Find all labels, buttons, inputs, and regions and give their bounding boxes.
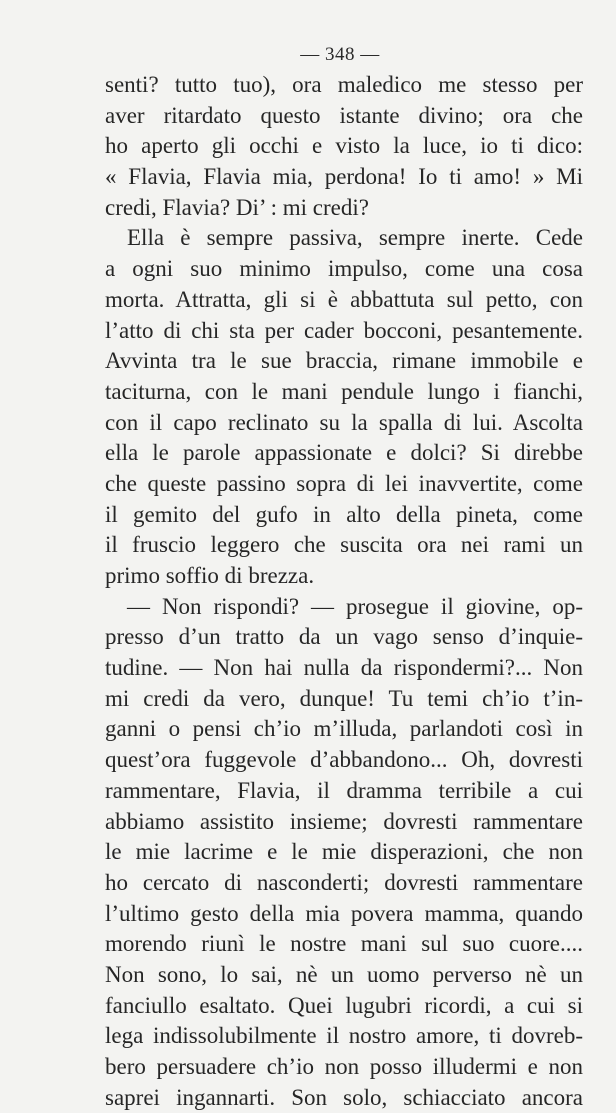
body-text: [105, 70, 583, 1113]
text-line: morta. Attratta, gli si è abbattuta sul petto, con: [105, 286, 583, 312]
text-line: Ella è sempre passiva, sempre inerte. Cede: [127, 225, 583, 251]
text-line: saprei ingannarti. Son solo, schiacciato ancora: [105, 1084, 583, 1110]
text-line: le mie lacrime e le mie disperazioni, che non: [105, 839, 583, 865]
text-line: senti? tutto tuo), ora maledico me stesso per: [105, 72, 583, 97]
text-line: taciturna, con le mani pendule lungo i fianchi,: [105, 378, 583, 404]
text-line: « Flavia, Flavia mia, perdona! Io ti amo! » Mi: [105, 164, 583, 190]
text-line: ho aperto gli occhi e visto la luce, io ti dico:: [105, 133, 583, 159]
text-line: rammentare, Flavia, il dramma terribile a cui: [105, 777, 583, 803]
text-line: lega indissolubilmente il nostro amore, ti dovreb-: [105, 1023, 583, 1049]
text-line: che queste passino sopra di lei inavvertite, come: [105, 470, 583, 496]
text-line: Non sono, lo sai, nè un uomo perverso nè un: [105, 961, 583, 987]
text-line: fanciullo esaltato. Quei lugubri ricordi, a cui si: [105, 992, 583, 1018]
text-line: ho cercato di nasconderti; dovresti rammentare: [105, 869, 583, 895]
text-line: il fruscio leggero che suscita ora nei rami un: [105, 532, 583, 558]
text-line: presso d’un tratto da un vago senso d’inquie-: [105, 624, 583, 650]
text-line: l’ultimo gesto della mia povera mamma, quando: [105, 900, 583, 926]
text-line: a ogni suo minimo impulso, come una cosa: [105, 256, 583, 282]
text-line: aver ritardato questo istante divino; ora che: [105, 102, 583, 128]
text-line: tudine. — Non hai nulla da rispondermi?... Non: [105, 655, 583, 681]
text-line: quest’ora fuggevole d’abbandono... Oh, dovresti: [105, 747, 583, 773]
text-line: ganni o pensi ch’io m’illuda, parlandoti così in: [105, 716, 583, 742]
text-line: l’atto di chi sta per cader bocconi, pesantemente.: [105, 317, 583, 343]
text-line: — Non rispondi? — prosegue il giovine, op-: [127, 593, 583, 619]
text-line: ella le parole appassionate e dolci? Si direbbe: [105, 440, 583, 466]
text-line: bero persuadere ch’io non posso illudermi e non: [105, 1054, 583, 1079]
text-line: credi, Flavia? Di’ : mi credi?: [105, 194, 369, 220]
text-line: morendo riunì le nostre mani sul suo cuore....: [105, 931, 583, 957]
text-line: primo soffio di brezza.: [105, 563, 315, 588]
text-line: il gemito del gufo in alto della pineta, come: [105, 501, 583, 527]
text-line: abbiamo assistito insieme; dovresti rammentare: [105, 808, 583, 834]
text-line: Avvinta tra le sue braccia, rimane immobile e: [105, 348, 583, 374]
text-line: con il capo reclinato su la spalla di lui. Ascolta: [105, 409, 583, 435]
text-line: mi credi da vero, dunque! Tu temi ch’io t’in-: [105, 685, 583, 711]
page-number: — 348 —: [300, 44, 380, 65]
